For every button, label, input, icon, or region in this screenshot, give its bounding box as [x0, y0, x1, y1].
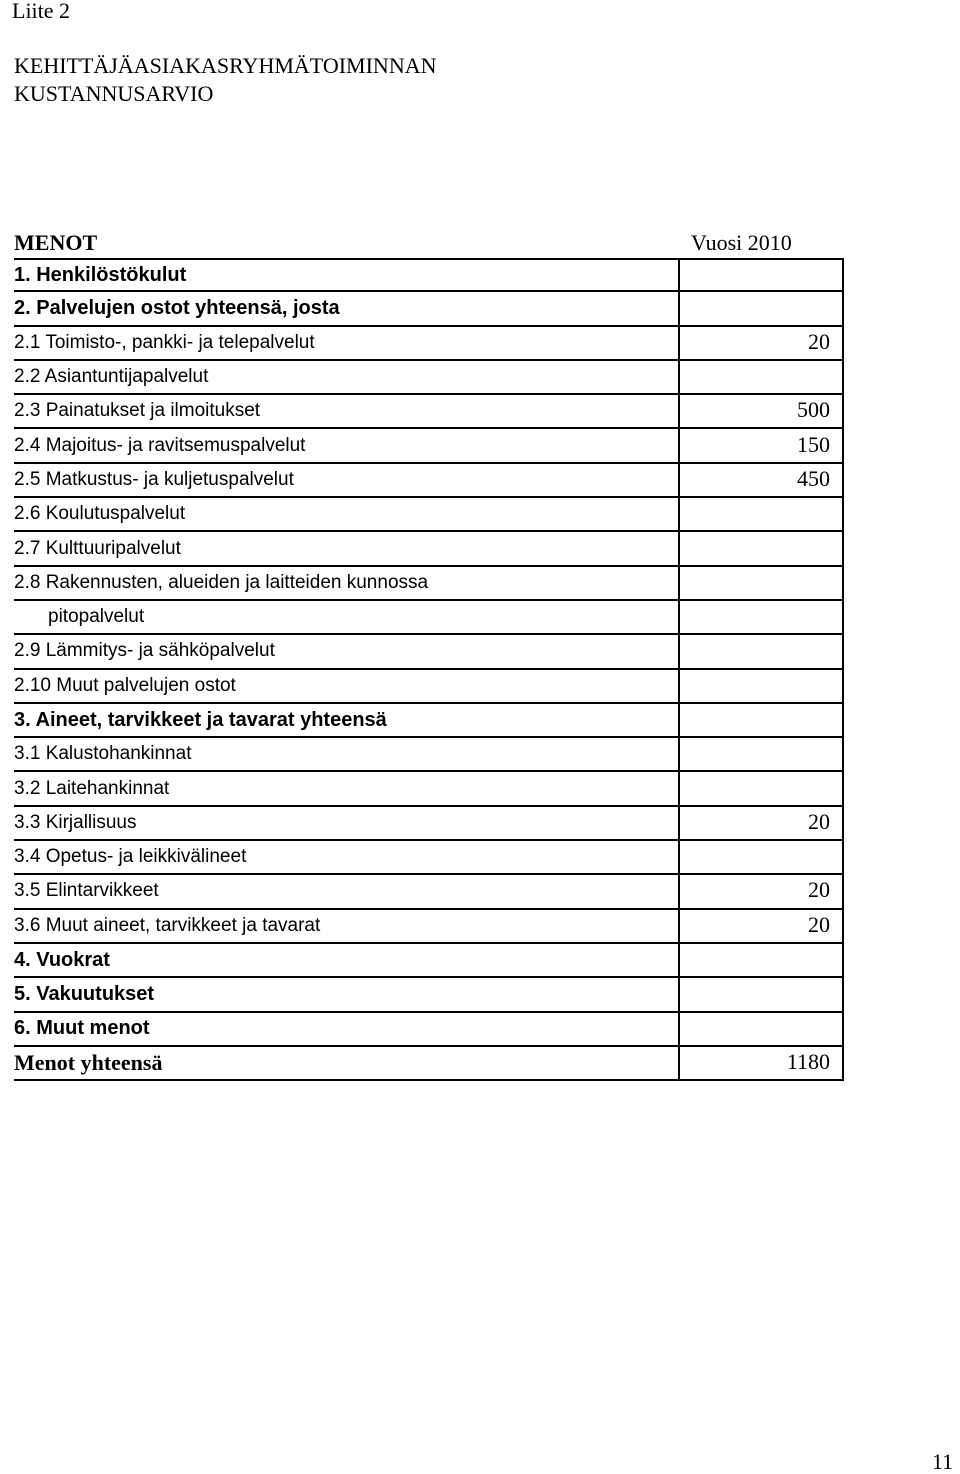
row-label: 2. Palvelujen ostot yhteensä, josta — [14, 296, 340, 319]
row-label: 2.10 Muut palvelujen ostot — [14, 674, 236, 696]
budget-table — [14, 258, 844, 1081]
row-value — [678, 942, 844, 976]
table-row — [14, 807, 844, 841]
table-row — [14, 910, 844, 944]
table-row — [14, 978, 844, 1012]
row-label: 5. Vakuutukset — [14, 982, 155, 1005]
row-value — [678, 702, 844, 736]
table-row — [14, 429, 844, 463]
row-label: 2.3 Painatukset ja ilmoitukset — [14, 400, 261, 422]
table-row — [14, 875, 844, 909]
row-value — [678, 359, 844, 393]
row-value — [678, 633, 844, 667]
table-row — [14, 532, 844, 566]
row-label: 3.5 Elintarvikkeet — [14, 880, 159, 902]
row-label: 3.3 Kirjallisuus — [14, 811, 137, 833]
table-row — [14, 670, 844, 704]
table-row — [14, 292, 844, 326]
row-label: 2.6 Koulutuspalvelut — [14, 503, 186, 525]
table-row — [14, 327, 844, 361]
row-value: 150 — [678, 427, 844, 461]
row-label: 3.2 Laitehankinnat — [14, 777, 170, 799]
row-label: 2.2 Asiantuntijapalvelut — [14, 366, 209, 388]
row-value: 20 — [678, 873, 844, 907]
row-label: 2.1 Toimisto-, pankki- ja telepalvelut — [14, 331, 315, 353]
table-row — [14, 395, 844, 429]
table-row — [14, 464, 844, 498]
row-value: 500 — [678, 393, 844, 427]
row-value: 20 — [678, 908, 844, 942]
table-row — [14, 944, 844, 978]
row-value — [678, 496, 844, 530]
table-row — [14, 704, 844, 738]
table-row — [14, 772, 844, 806]
table-row — [14, 361, 844, 395]
row-value — [678, 736, 844, 770]
title-line-1: KEHITTÄJÄASIAKASRYHMÄTOIMINNAN — [14, 53, 437, 78]
row-value: 450 — [678, 462, 844, 496]
row-value — [678, 530, 844, 564]
row-label: 4. Vuokrat — [14, 948, 110, 971]
title-line-2: KUSTANNUSARVIO — [14, 81, 214, 106]
row-value — [678, 1011, 844, 1045]
row-label: 6. Muut menot — [14, 1017, 150, 1040]
row-value — [678, 839, 844, 873]
table-row — [14, 635, 844, 669]
document-title — [14, 52, 436, 108]
row-label: 3. Aineet, tarvikkeet ja tavarat yhteensä — [14, 708, 387, 731]
row-label: 3.1 Kalustohankinnat — [14, 743, 192, 765]
row-value — [678, 258, 844, 290]
row-value — [678, 770, 844, 804]
row-value — [678, 976, 844, 1010]
total-row — [14, 1047, 844, 1081]
row-label: 2.5 Matkustus- ja kuljetuspalvelut — [14, 468, 294, 490]
table-row — [14, 258, 844, 292]
row-label: 2.8 Rakennusten, alueiden ja laitteiden kunnossa — [14, 571, 429, 593]
row-label: 2.4 Majoitus- ja ravitsemuspalvelut — [14, 434, 306, 456]
row-value — [678, 290, 844, 324]
row-label: 3.6 Muut aineet, tarvikkeet ja tavarat — [14, 914, 321, 936]
table-row — [14, 738, 844, 772]
appendix-label: Liite 2 — [12, 0, 71, 23]
expenses-heading: MENOT — [14, 230, 98, 255]
year-heading: Vuosi 2010 — [691, 230, 792, 255]
row-label: pitopalvelut — [48, 606, 145, 628]
table-row — [14, 567, 844, 601]
total-value: 1180 — [678, 1045, 844, 1079]
row-label: 2.9 Lämmitys- ja sähköpalvelut — [14, 640, 275, 662]
page-number: 11 — [932, 1449, 954, 1474]
row-label: 2.7 Kulttuuripalvelut — [14, 537, 181, 559]
table-row — [14, 498, 844, 532]
total-label: Menot yhteensä — [14, 1049, 163, 1075]
row-value — [678, 599, 844, 633]
row-value — [678, 565, 844, 599]
row-label: 3.4 Opetus- ja leikkivälineet — [14, 846, 247, 868]
table-row — [14, 841, 844, 875]
table-row — [14, 1013, 844, 1047]
row-value: 20 — [678, 325, 844, 359]
row-label: 1. Henkilöstökulut — [14, 263, 187, 286]
row-value — [678, 668, 844, 702]
row-value: 20 — [678, 805, 844, 839]
table-row — [14, 601, 844, 635]
